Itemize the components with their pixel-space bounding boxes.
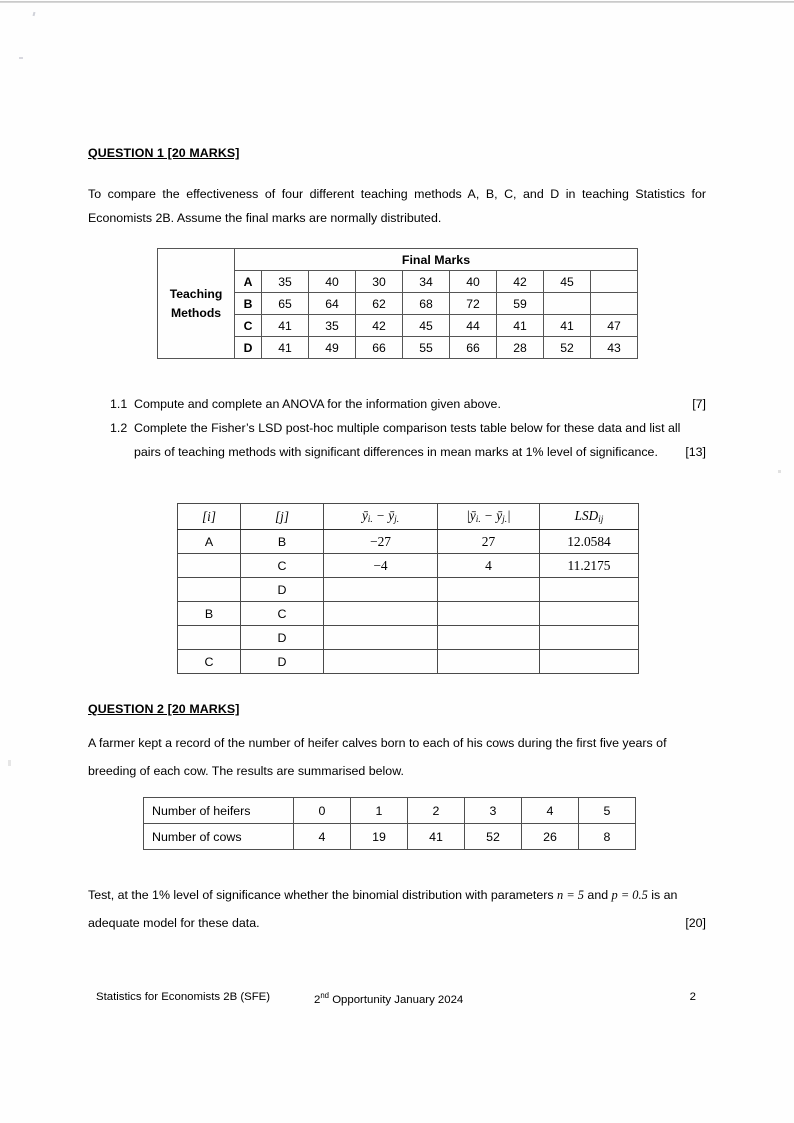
mark-cell: 35: [262, 271, 309, 293]
lsd-cell-absdiff: 27: [438, 530, 540, 554]
lsd-header-diff: $ȳ_{i.}$ − $ȳ_{j.}$: [361, 508, 400, 525]
mark-cell: 47: [591, 315, 638, 337]
lsd-cell-j: D: [241, 650, 324, 674]
lsd-cell-absdiff: 4: [438, 554, 540, 578]
tail-text-pre: Test, at the 1% level of significance whether the binomial distribution with parameters: [88, 888, 558, 902]
final-marks-table-wrapper: [157, 248, 638, 359]
lsd-cell-j: C: [241, 554, 324, 578]
mark-cell: 40: [309, 271, 356, 293]
heifers-frequency-table: [143, 797, 636, 850]
lsd-cell-absdiff: [438, 578, 540, 602]
cows-value: 41: [408, 824, 465, 850]
subitem-1-2: [110, 416, 706, 464]
lsd-cell-i: [178, 578, 241, 602]
lsd-cell-i: B: [178, 602, 241, 626]
subitem-text: Complete the Fisher’s LSD post-hoc multiple comparison tests table below for these data and list all pairs of teaching methods with significant differences in mean marks at 1% level of significance.: [134, 421, 681, 460]
mark-cell: 68: [403, 293, 450, 315]
mark-cell: 43: [591, 337, 638, 359]
fisher-lsd-table: [177, 503, 639, 674]
lsd-header-j: [j]: [275, 508, 289, 524]
lsd-cell-absdiff: [438, 602, 540, 626]
lsd-cell-lsd: [540, 602, 639, 626]
scan-artifact-top-line: [0, 1, 794, 3]
footer-session-text: Opportunity January 2024: [329, 993, 464, 1006]
footer-page-number: 2: [689, 991, 696, 1003]
mark-cell: 35: [309, 315, 356, 337]
teaching-methods-label: Teaching Methods: [158, 249, 235, 359]
scan-artifact-speck: [8, 760, 11, 766]
final-marks-table: [157, 248, 638, 359]
lsd-cell-diff: [324, 650, 438, 674]
lsd-cell-absdiff: [438, 626, 540, 650]
mark-cell: 44: [450, 315, 497, 337]
subitem-1-1: [110, 392, 706, 416]
cows-value: 4: [294, 824, 351, 850]
scan-artifact-speck: [19, 57, 23, 59]
question-1-subitems: [110, 392, 706, 465]
lsd-table-wrapper: [177, 503, 639, 674]
heifers-value: 2: [408, 798, 465, 824]
lsd-header-absdiff: $|ȳ_{i.}$ − $ȳ_{j.}|$: [466, 508, 511, 525]
tail-text-post: is an adequate model for these data.: [88, 888, 678, 930]
heifers-value: 0: [294, 798, 351, 824]
cows-value: 19: [351, 824, 408, 850]
mark-cell: 41: [262, 315, 309, 337]
mark-cell: 62: [356, 293, 403, 315]
mark-cell: 41: [544, 315, 591, 337]
lsd-row-a-c: [178, 554, 639, 578]
table-header-row: [158, 249, 638, 271]
subitem-number: 1.1: [110, 397, 128, 411]
footer-session-number: 2: [314, 993, 321, 1006]
lsd-cell-i: [178, 554, 241, 578]
mark-cell: 41: [497, 315, 544, 337]
footer-course-name: Statistics for Economists 2B (SFE): [96, 991, 271, 1003]
lsd-cell-lsd: [540, 650, 639, 674]
lsd-cell-diff: [324, 626, 438, 650]
question-2-intro-paragraph: A farmer kept a record of the number of heifer calves born to each of his cows during the first five years of breeding of each cow. The results are summarised below.: [88, 736, 667, 778]
subitem-marks: [7]: [692, 397, 706, 411]
tail-text-mid: and: [583, 888, 612, 902]
mark-cell: 45: [544, 271, 591, 293]
final-marks-column-header: Final Marks: [235, 249, 638, 271]
mark-cell: [591, 293, 638, 315]
mark-cell: 40: [450, 271, 497, 293]
cows-value: 26: [522, 824, 579, 850]
subitem-number: 1.2: [110, 421, 128, 436]
lsd-cell-diff: [324, 578, 438, 602]
mark-cell: 55: [403, 337, 450, 359]
mark-cell: 64: [309, 293, 356, 315]
method-label-a: A: [235, 271, 262, 293]
heifers-value: 1: [351, 798, 408, 824]
row-label-cows: Number of cows: [144, 824, 294, 850]
mark-cell: 42: [356, 315, 403, 337]
question-1-heading: QUESTION 1 [20 MARKS]: [88, 146, 240, 160]
mark-cell: 66: [450, 337, 497, 359]
mark-cell: 41: [262, 337, 309, 359]
table-row: [144, 824, 636, 850]
mark-cell: 72: [450, 293, 497, 315]
lsd-header-row: [178, 504, 639, 530]
lsd-cell-j: C: [241, 602, 324, 626]
scan-artifact-speck: [33, 12, 36, 16]
mark-cell: [544, 293, 591, 315]
mark-cell: 34: [403, 271, 450, 293]
mark-cell: 52: [544, 337, 591, 359]
lsd-cell-lsd: [540, 626, 639, 650]
lsd-cell-i: [178, 626, 241, 650]
lsd-cell-lsd: 12.0584: [540, 530, 639, 554]
question-1-intro-paragraph: To compare the effectiveness of four different teaching methods A, B, C, and D in teaching Statistics for Economists 2B. Assume the final marks are normally distributed.: [88, 187, 706, 226]
cows-value: 52: [465, 824, 522, 850]
mark-cell: 45: [403, 315, 450, 337]
question-2-heading: QUESTION 2 [20 MARKS]: [88, 702, 240, 716]
mark-cell: 65: [262, 293, 309, 315]
lsd-cell-j: D: [241, 626, 324, 650]
lsd-row-b-d: [178, 626, 639, 650]
lsd-cell-diff: [324, 602, 438, 626]
method-label-b: B: [235, 293, 262, 315]
param-n: n = 5: [557, 888, 584, 902]
cows-value: 8: [579, 824, 636, 850]
method-label-c: C: [235, 315, 262, 337]
subitem-marks: [13]: [685, 445, 706, 460]
lsd-cell-lsd: [540, 578, 639, 602]
heifers-value: 4: [522, 798, 579, 824]
param-p: p = 0.5: [611, 888, 648, 902]
lsd-cell-diff: −4: [324, 554, 438, 578]
lsd-row-a-d: [178, 578, 639, 602]
mark-cell: 66: [356, 337, 403, 359]
footer-exam-session: [314, 991, 463, 1006]
mark-cell: 28: [497, 337, 544, 359]
lsd-cell-i: C: [178, 650, 241, 674]
lsd-cell-diff: −27: [324, 530, 438, 554]
footer-session-ordinal: nd: [320, 991, 330, 1000]
question-2-marks: [20]: [685, 915, 706, 930]
lsd-cell-i: A: [178, 530, 241, 554]
scan-artifact-speck: [778, 470, 781, 473]
lsd-cell-absdiff: [438, 650, 540, 674]
mark-cell: 42: [497, 271, 544, 293]
lsd-row-b-c: [178, 602, 639, 626]
heifers-value: 5: [579, 798, 636, 824]
lsd-cell-j: B: [241, 530, 324, 554]
subitem-text: Compute and complete an ANOVA for the information given above.: [134, 397, 501, 411]
lsd-header-i: [i]: [202, 508, 216, 524]
mark-cell: 49: [309, 337, 356, 359]
heifers-table-wrapper: [143, 797, 636, 850]
mark-cell: [591, 271, 638, 293]
heifers-value: 3: [465, 798, 522, 824]
lsd-cell-j: D: [241, 578, 324, 602]
row-label-heifers: Number of heifers: [144, 798, 294, 824]
lsd-row-a-b: [178, 530, 639, 554]
lsd-row-c-d: [178, 650, 639, 674]
lsd-cell-lsd: 11.2175: [540, 554, 639, 578]
mark-cell: 59: [497, 293, 544, 315]
method-label-d: D: [235, 337, 262, 359]
table-row: [144, 798, 636, 824]
lsd-header-lsd: $LSD_{ij}$: [574, 508, 604, 525]
mark-cell: 30: [356, 271, 403, 293]
question-2-tail-paragraph: [88, 882, 706, 938]
